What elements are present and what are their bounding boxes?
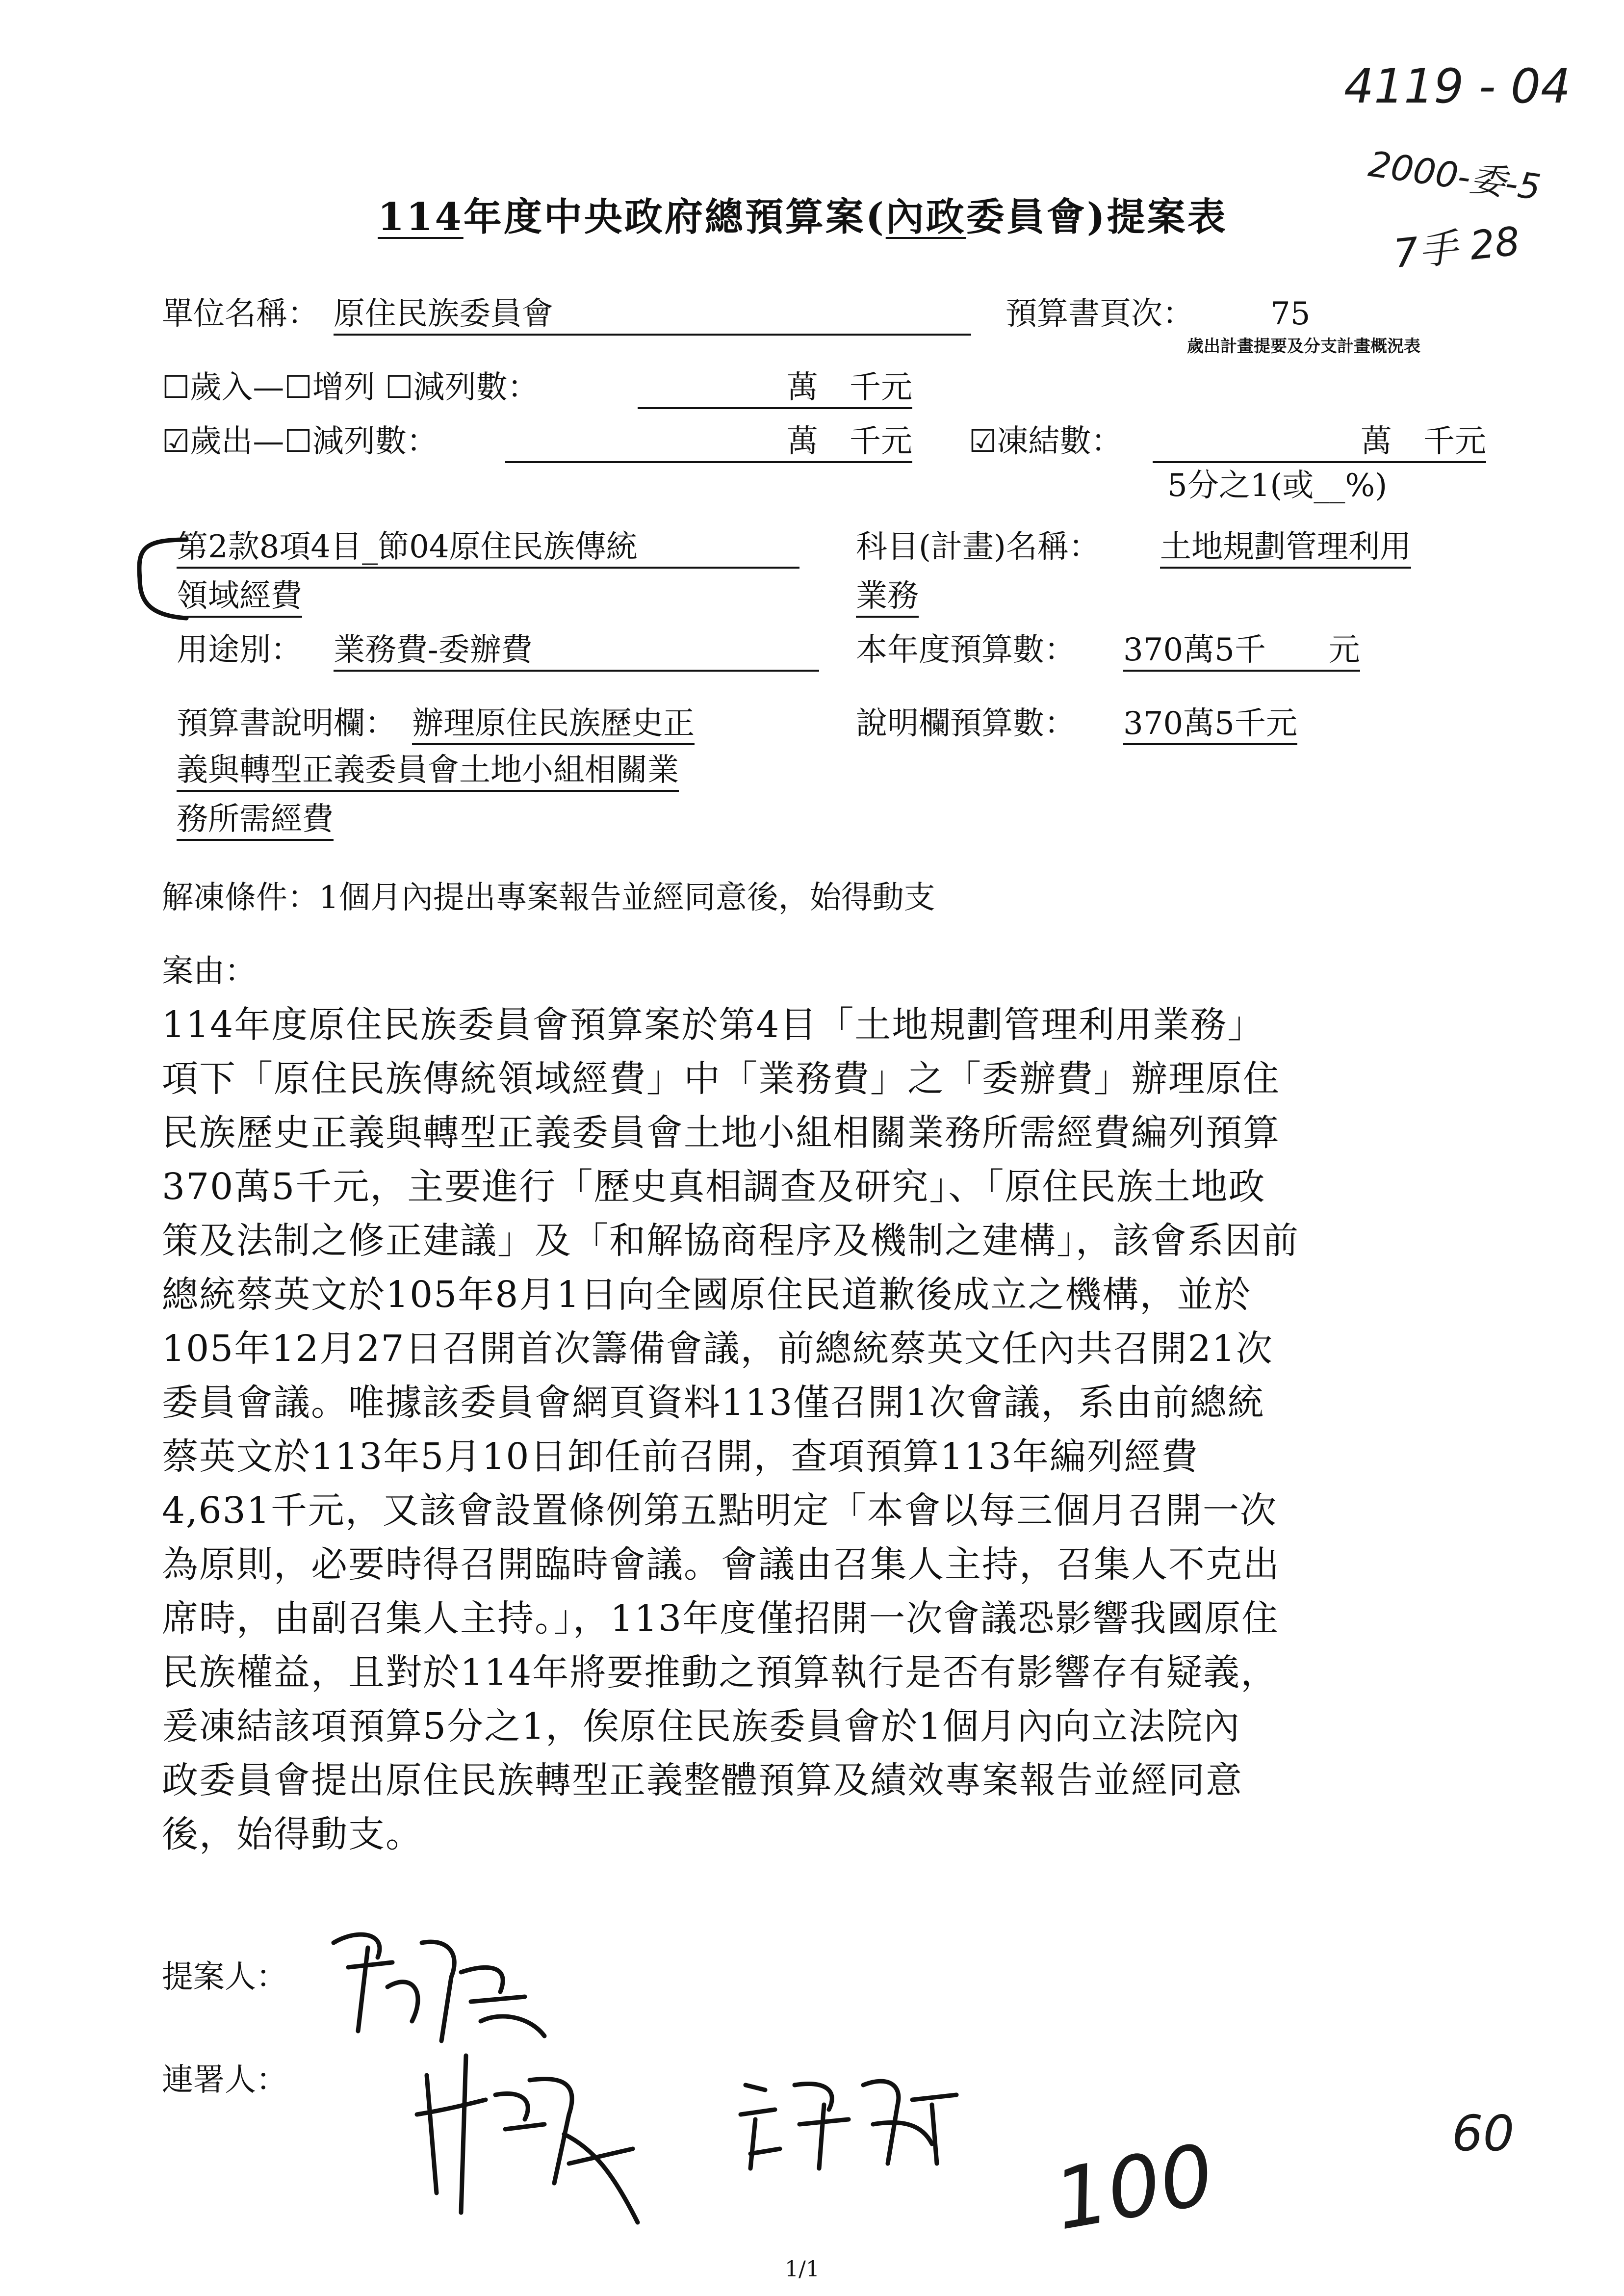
handwritten-number-a: 100: [1047, 2126, 1221, 2249]
reason-line: 民族權益，且對於114年將要推動之預算執行是否有影響存有疑義，: [162, 1651, 1278, 1694]
use-value: 業務費-委辦費: [334, 630, 819, 672]
freeze-fraction: 5分之1(或__%): [1167, 468, 1388, 504]
budget-value: 370萬5千 元: [1123, 630, 1360, 672]
desc-line1: 辦理原住民族歷史正: [412, 704, 695, 745]
expense-amount: 萬 千元: [505, 422, 912, 463]
reason-line: 項下「原住民族傳統領域經費」中「業務費」之「委辦費」辦理原住: [162, 1058, 1280, 1100]
title-year: 114: [378, 195, 464, 239]
desc-label: 預算書說明欄：: [177, 705, 396, 742]
reason-body: [162, 996, 1525, 1859]
page-ref-note: 歲出計畫提要及分支計畫概況表: [1187, 337, 1420, 356]
page-title: [378, 186, 1228, 241]
reason-line: 席時，由副召集人主持。」，113年度僅招開一次會議恐影響我國原住: [162, 1597, 1279, 1640]
reason-line: 後，始得動支。: [162, 1813, 423, 1855]
desc-budget-label: 說明欄預算數：: [856, 705, 1076, 742]
handwritten-number-b: 60: [1452, 2105, 1515, 2162]
page-ref-value: 75: [1270, 296, 1311, 332]
proposer-label: 提案人：: [162, 1959, 287, 1995]
unit-value: 原住民族委員會: [334, 294, 971, 336]
reason-line: 民族歷史正義與轉型正義委員會土地小組相關業務所需經費編列預算: [162, 1112, 1280, 1154]
reason-label: 案由：: [162, 953, 256, 990]
reason-line: 蔡英文於113年5月10日卸任前召開，查項預算113年編列經費: [162, 1435, 1199, 1478]
reason-line: 為原則，必要時得召開臨時會議。會議由召集人主持，召集人不克出: [162, 1543, 1280, 1586]
revenue-row: ☐歲入—☐增列 ☐減列數：: [162, 369, 539, 406]
page-ref-label: 預算書頁次：: [1005, 296, 1194, 332]
handwritten-code: 4119 - 04: [1344, 59, 1571, 114]
desc-budget-value: 370萬5千元: [1123, 704, 1297, 745]
cosigner-label: 連署人：: [162, 2062, 287, 2098]
title-part2: 委員會)提案表: [966, 195, 1228, 239]
reason-line: 爰凍結該項預算5分之1，俟原住民族委員會於1個月內向立法院內: [162, 1705, 1241, 1748]
cosigner-signature-1: [407, 2036, 662, 2242]
reason-line: 105年12月27日召開首次籌備會議，前總統蔡英文任內共召開21次: [162, 1328, 1273, 1370]
subject-label: 科目(計畫)名稱：: [856, 529, 1100, 565]
reason-line: 4,631千元，又該會設置條例第五點明定「本會以每三個月召開一次: [162, 1489, 1277, 1532]
title-part1: 年度中央政府總預算案(: [463, 195, 886, 239]
unfreeze-condition: 解凍條件：1個月內提出專案報告並經同意後，始得動支: [162, 880, 935, 916]
freeze-amount: 萬 千元: [1153, 422, 1486, 463]
expense-row: ☑歲出—☐減列數：: [162, 423, 438, 460]
reason-line: 總統蔡英文於105年8月1日向全國原住民道歉後成立之機構，並於: [162, 1274, 1252, 1316]
handwritten-date: 2000-委-5: [1366, 143, 1544, 209]
cosigner-signature-2: [726, 2056, 981, 2183]
use-label: 用途別：: [177, 632, 302, 668]
title-committee: 內政: [885, 195, 966, 239]
freeze-label: ☑凍結數：: [969, 423, 1123, 460]
program-item-line2: 領域經費: [177, 576, 302, 618]
unit-label: 單位名稱：: [162, 296, 319, 332]
budget-label: 本年度預算數：: [856, 632, 1076, 668]
handwritten-mark: 7手 28: [1391, 218, 1522, 277]
subject-value-2: 業務: [856, 576, 919, 618]
page-number: 1/1: [785, 2257, 820, 2282]
subject-value-1: 土地規劃管理利用: [1160, 527, 1411, 569]
reason-line: 委員會議。唯據該委員會網頁資料113僅召開1次會議，系由前總統: [162, 1382, 1265, 1424]
reason-line: 政委員會提出原住民族轉型正義整體預算及績效專案報告並經同意: [162, 1759, 1243, 1801]
reason-line: 策及法制之修正建議」及「和解協商程序及機制之建構」，該會系因前: [162, 1220, 1299, 1262]
desc-line2: 義與轉型正義委員會土地小組相關業: [177, 751, 679, 792]
program-item-line1: 第2款8項4目_節04原住民族傳統: [177, 527, 799, 569]
revenue-amount: 萬 千元: [638, 368, 912, 409]
reason-line: 370萬5千元，主要進行「歷史真相調查及研究」、「原住民族土地政: [162, 1166, 1266, 1208]
desc-line3: 務所需經費: [177, 800, 334, 841]
reason-line: 114年度原住民族委員會預算案於第4目「土地規劃管理利用業務」: [162, 1004, 1265, 1046]
